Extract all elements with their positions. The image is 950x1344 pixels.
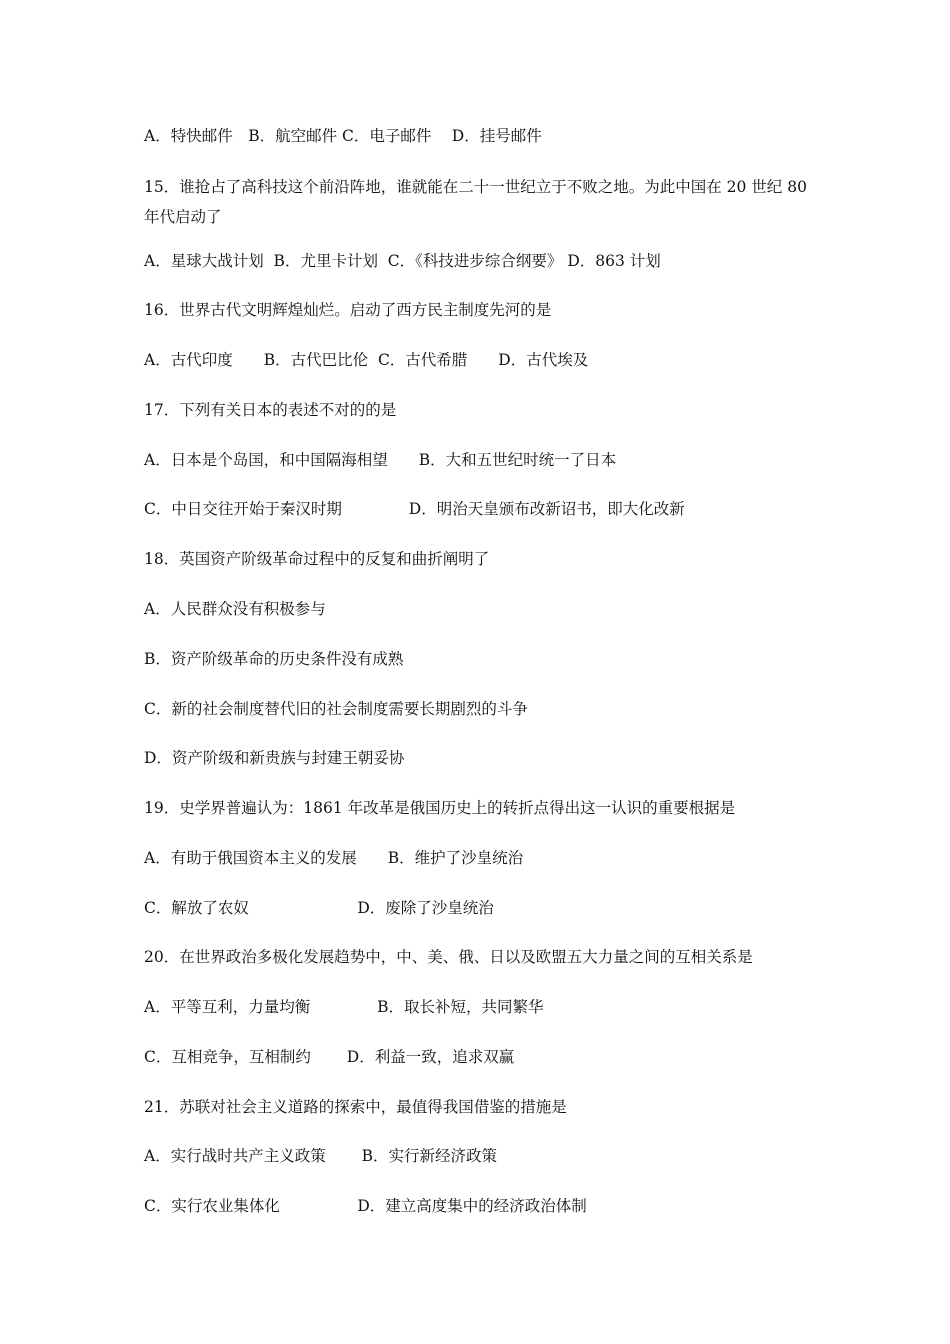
q19-question: 19．史学界普遍认为：1861 年改革是俄国历史上的转折点得出这一认识的重要根据是 <box>144 799 736 817</box>
q21-options-cd: C．实行农业集体化 D．建立高度集中的经济政治体制 <box>144 1197 587 1215</box>
q20-options-cd: C．互相竞争，互相制约 D．利益一致，追求双赢 <box>144 1048 515 1066</box>
q18-option-a: A．人民群众没有积极参与 <box>144 600 326 618</box>
q19-options-cd: C．解放了农奴 D．废除了沙皇统治 <box>144 899 494 917</box>
q18-option-c: C．新的社会制度替代旧的社会制度需要长期剧烈的斗争 <box>144 700 528 718</box>
q20-question: 20．在世界政治多极化发展趋势中，中、美、俄、日以及欧盟五大力量之间的互相关系是 <box>144 948 753 966</box>
q14-options: A．特快邮件 B．航空邮件 C．电子邮件 D．挂号邮件 <box>144 127 542 145</box>
q15-question: 15．谁抢占了高科技这个前沿阵地，谁就能在二十一世纪立于不败之地。为此中国在 20 世纪 80 年代启动了 <box>144 178 807 226</box>
q18-question: 18．英国资产阶级革命过程中的反复和曲折阐明了 <box>144 550 490 568</box>
q15-options: A．星球大战计划 B．尤里卡计划 C．《科技进步综合纲要》 D．863 计划 <box>144 252 661 270</box>
q17-options-ab: A．日本是个岛国，和中国隔海相望 B．大和五世纪时统一了日本 <box>144 451 617 469</box>
q21-question: 21．苏联对社会主义道路的探索中，最值得我国借鉴的措施是 <box>144 1098 567 1116</box>
q17-options-cd: C．中日交往开始于秦汉时期 D．明治天皇颁布改新诏书，即大化改新 <box>144 500 685 518</box>
q21-options-ab: A．实行战时共产主义政策 B．实行新经济政策 <box>144 1147 498 1165</box>
q17-question: 17．下列有关日本的表述不对的的是 <box>144 401 397 419</box>
q20-options-ab: A．平等互利，力量均衡 B．取长补短，共同繁华 <box>144 998 544 1016</box>
q18-option-d: D．资产阶级和新贵族与封建王朝妥协 <box>144 749 405 767</box>
q19-options-ab: A．有助于俄国资本主义的发展 B．维护了沙皇统治 <box>144 849 524 867</box>
q18-option-b: B．资产阶级革命的历史条件没有成熟 <box>144 650 404 668</box>
q16-options: A．古代印度 B．古代巴比伦 C．古代希腊 D．古代埃及 <box>144 351 589 369</box>
q16-question: 16．世界古代文明辉煌灿烂。启动了西方民主制度先河的是 <box>144 301 552 319</box>
